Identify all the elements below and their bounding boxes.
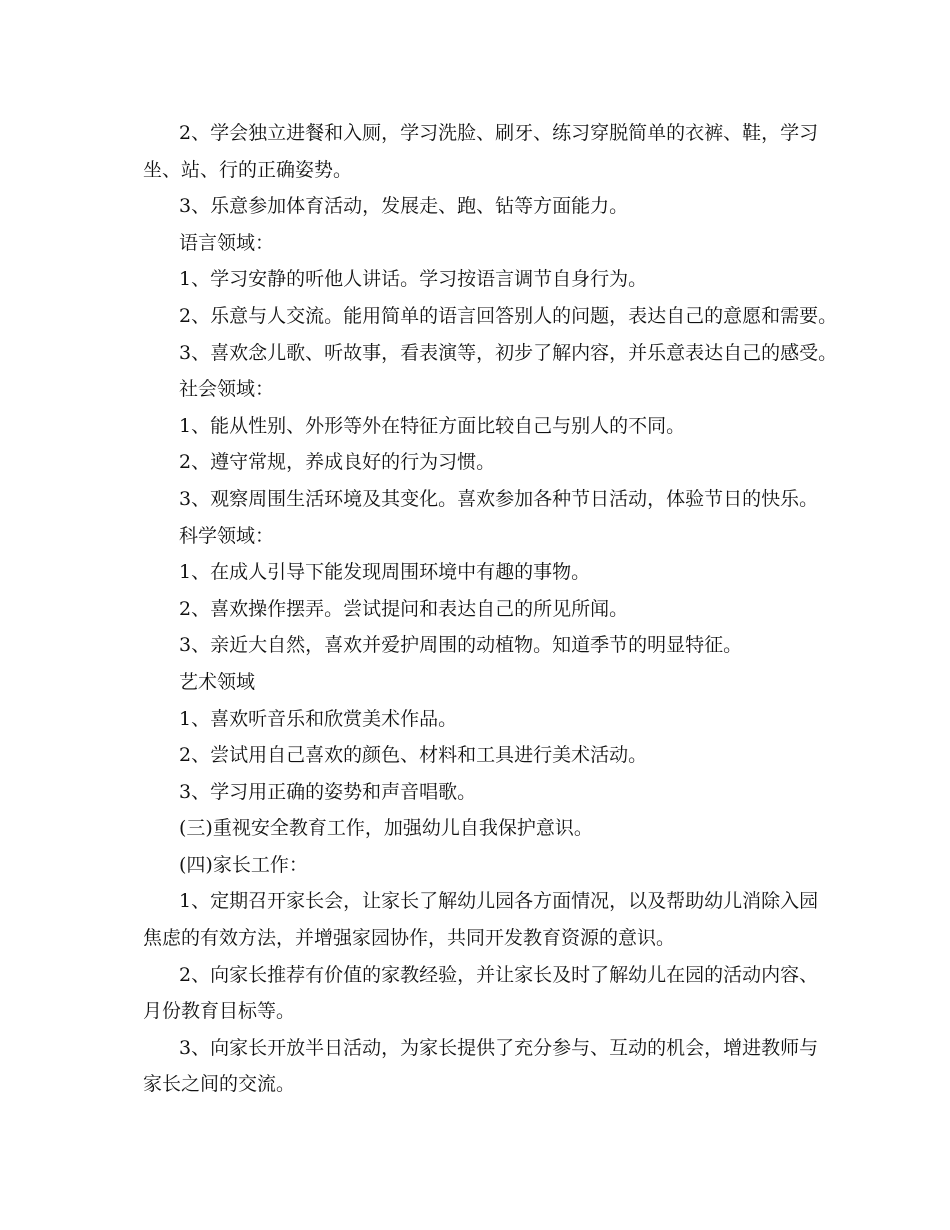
text-line: 2、喜欢操作摆弄。尝试提问和表达自己的所见所闻。: [179, 597, 629, 620]
section-heading: (四)家长工作：: [179, 853, 308, 876]
text-line: 坐、站、行的正确姿势。: [143, 158, 353, 181]
text-line: 3、向家长开放半日活动，为家长提供了充分参与、互动的机会，增进教师与: [179, 1036, 819, 1059]
section-heading: 科学领域：: [179, 524, 275, 547]
text-line: 家长之间的交流。: [143, 1073, 296, 1096]
text-line: 2、学会独立进餐和入厕，学习洗脸、刷牙、练习穿脱简单的衣裤、鞋，学习: [179, 122, 819, 144]
text-line: 3、亲近大自然，喜欢并爱护周围的动植物。知道季节的明显特征。: [179, 634, 743, 657]
text-line: 1、定期召开家长会，让家长了解幼儿园各方面情况，以及帮助幼儿消除入园: [179, 890, 819, 913]
section-heading: (三)重视安全教育工作，加强幼儿自我保护意识。: [179, 817, 593, 840]
section-heading: 艺术领域: [179, 670, 256, 693]
text-line: 2、向家长推荐有价值的家教经验，并让家长及时了解幼儿在园的活动内容、: [179, 963, 819, 986]
text-line: 1、喜欢听音乐和欣赏美术作品。: [179, 707, 458, 730]
section-heading: 语言领域：: [179, 231, 275, 254]
text-line: 2、遵守常规，养成良好的行为习惯。: [179, 451, 496, 474]
text-line: 3、观察周围生活环境及其变化。喜欢参加各种节日活动，体验节日的快乐。: [179, 487, 819, 510]
section-heading: 社会领域：: [179, 378, 275, 401]
text-line: 3、喜欢念儿歌、听故事，看表演等，初步了解内容，并乐意表达自己的感受。: [179, 341, 838, 364]
text-line: 3、学习用正确的姿势和声音唱歌。: [179, 780, 477, 803]
text-line: 1、在成人引导下能发现周围环境中有趣的事物。: [179, 561, 591, 584]
text-line: 3、乐意参加体育活动，发展走、跑、钻等方面能力。: [179, 195, 629, 218]
text-line: 1、学习安静的听他人讲话。学习按语言调节自身行为。: [179, 268, 648, 291]
document-body: [143, 115, 838, 1103]
text-line: 2、尝试用自己喜欢的颜色、材料和工具进行美术活动。: [179, 744, 648, 767]
text-line: 焦虑的有效方法，并增强家园协作，共同开发教育资源的意识。: [143, 927, 676, 950]
text-line: 2、乐意与人交流。能用简单的语言回答别人的问题，表达自己的意愿和需要。: [179, 304, 838, 327]
text-line: 1、能从性别、外形等外在特征方面比较自己与别人的不同。: [179, 414, 686, 437]
text-line: 月份教育目标等。: [143, 1000, 296, 1023]
